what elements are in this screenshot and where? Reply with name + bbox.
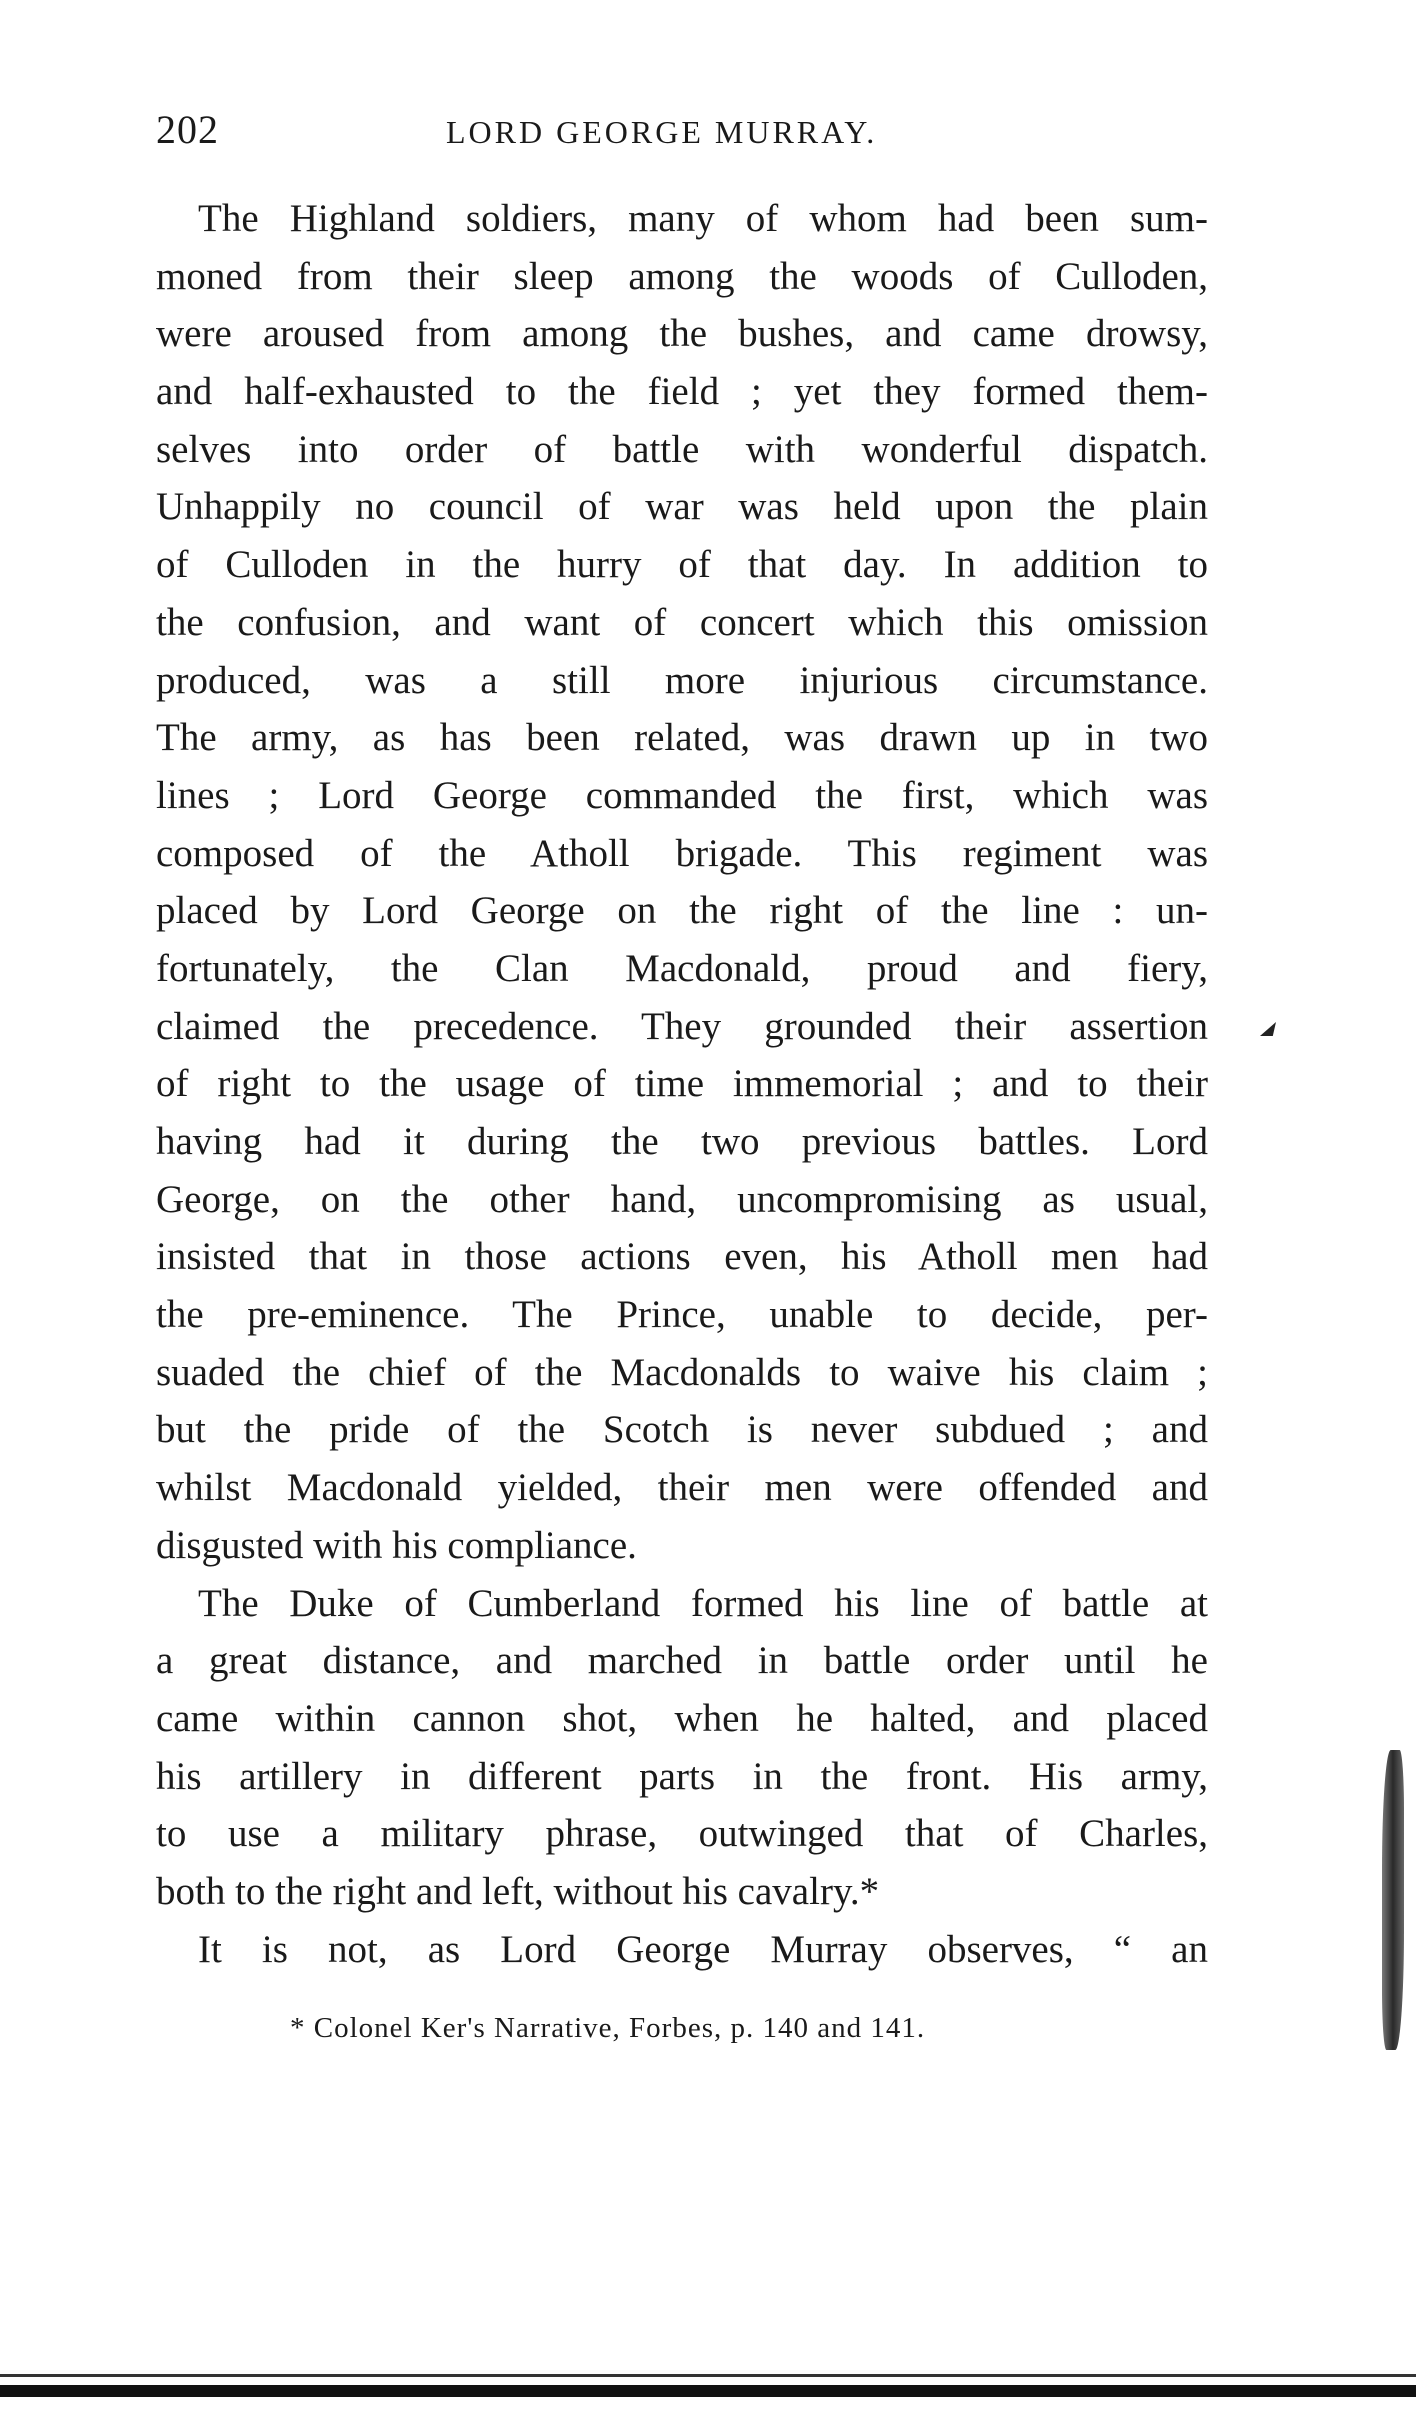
text-line: moned from their sleep among the woods of Culloden, xyxy=(156,254,1208,298)
text-line: Unhappily no council of war was held upon the plain xyxy=(156,485,1208,529)
text-line: The army, as has been related, was drawn up in two xyxy=(156,716,1208,760)
text-line: his artillery in different parts in the front. His army, xyxy=(156,1754,1208,1798)
page-edge-shadow xyxy=(1382,1750,1404,2050)
text-line: selves into order of battle with wonderful dispatch. xyxy=(156,427,1208,471)
text-line: both to the right and left, without his cavalry.* xyxy=(156,1869,880,1913)
text-line: The Duke of Cumberland formed his line of battle at xyxy=(198,1581,1208,1625)
body-text xyxy=(156,190,1208,1978)
text-line: composed of the Atholl brigade. This regiment was xyxy=(156,831,1208,875)
running-head xyxy=(156,106,1216,166)
text-line: claimed the precedence. They grounded their assertion xyxy=(156,1004,1208,1048)
text-line: of right to the usage of time immemorial ; and to their xyxy=(156,1062,1208,1106)
text-line: lines ; Lord George commanded the first, which was xyxy=(156,773,1208,817)
text-line: the confusion, and want of concert which this omission xyxy=(156,600,1208,644)
text-line: were aroused from among the bushes, and came drowsy, xyxy=(156,312,1208,356)
scan-bottom-border xyxy=(0,2385,1416,2397)
text-line: George, on the other hand, uncompromising as usual, xyxy=(156,1177,1208,1221)
page-number: 202 xyxy=(156,107,219,152)
margin-mark xyxy=(1260,1022,1276,1036)
text-line: of Culloden in the hurry of that day. In addition to xyxy=(156,543,1208,587)
text-line: came within cannon shot, when he halted, and placed xyxy=(156,1696,1208,1740)
text-line: disgusted with his compliance. xyxy=(156,1523,637,1567)
text-line: placed by Lord George on the right of the line : un- xyxy=(156,889,1208,933)
text-line: having had it during the two previous battles. Lord xyxy=(156,1120,1208,1163)
text-line: to use a military phrase, outwinged that of Charles, xyxy=(156,1812,1208,1856)
text-line: insisted that in those actions even, his Atholl men had xyxy=(156,1235,1208,1279)
running-title: LORD GEORGE MURRAY. xyxy=(446,114,878,150)
text-line: whilst Macdonald yielded, their men were offended and xyxy=(156,1466,1208,1510)
scan-edge-line xyxy=(0,2374,1416,2377)
text-line: The Highland soldiers, many of whom had been sum- xyxy=(198,197,1208,240)
text-line: fortunately, the Clan Macdonald, proud and fiery, xyxy=(156,946,1208,990)
text-line: produced, was a still more injurious circumstance. xyxy=(156,658,1208,702)
footnote: * Colonel Ker's Narrative, Forbes, p. 140 and 141. xyxy=(290,2012,926,2044)
text-line: a great distance, and marched in battle order until he xyxy=(156,1639,1208,1683)
text-line: the pre-eminence. The Prince, unable to decide, per- xyxy=(156,1293,1208,1337)
text-line: but the pride of the Scotch is never subdued ; and xyxy=(156,1408,1208,1452)
text-line: It is not, as Lord George Murray observes, “ an xyxy=(198,1927,1208,1971)
text-line: suaded the chief of the Macdonalds to waive his claim ; xyxy=(156,1350,1208,1394)
text-line: and half-exhausted to the field ; yet they formed them- xyxy=(156,370,1208,414)
